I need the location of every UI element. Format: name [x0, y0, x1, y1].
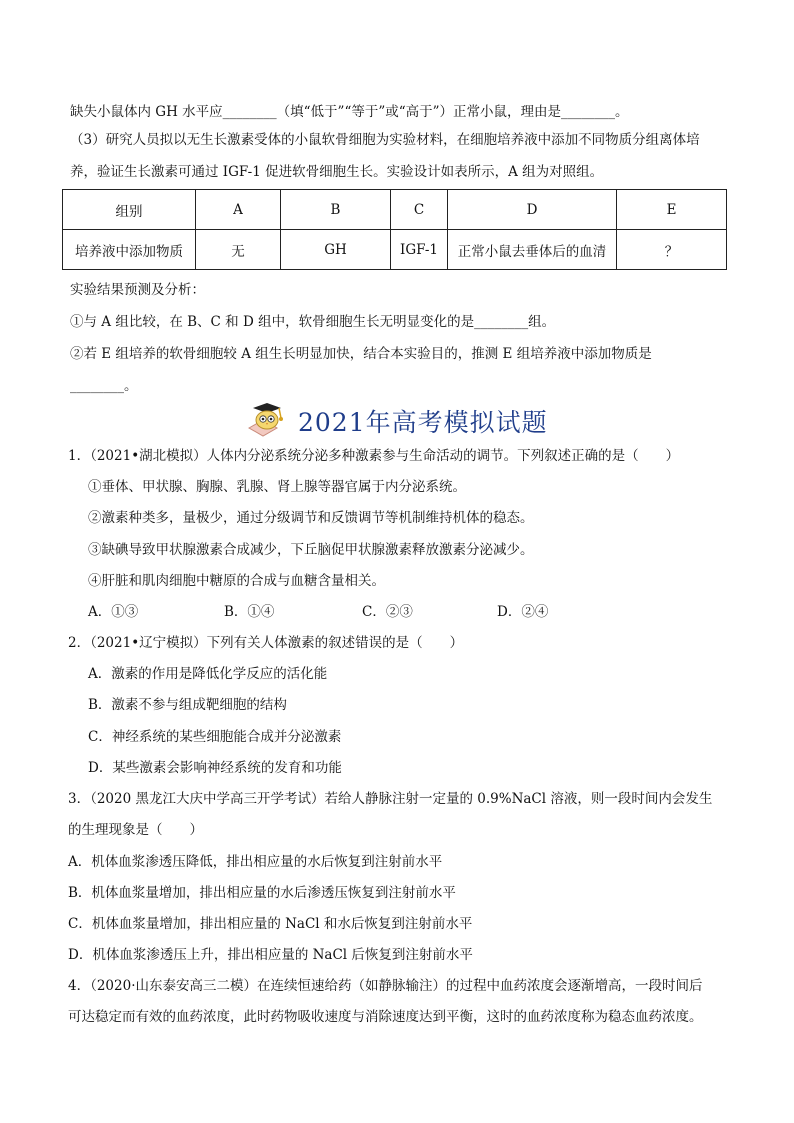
- table-row: [63, 230, 727, 270]
- text-line: ②若 E 组培养的软骨细胞较 A 组生长明显加快，结合本实验目的，推测 E 组培养液中添加物质是: [70, 346, 652, 362]
- table-cell: A: [196, 190, 281, 230]
- question-stem: 的生理现象是（ ）: [68, 822, 203, 838]
- table-cell: B: [281, 190, 391, 230]
- table-cell: 正常小鼠去垂体后的血清: [448, 230, 617, 270]
- answer-option: B．激素不参与组成靶细胞的结构: [88, 697, 287, 713]
- table-cell: 无: [196, 230, 281, 270]
- statement-item: ①垂体、甲状腺、胸腺、乳腺、肾上腺等器官属于内分泌系统。: [88, 479, 466, 495]
- table-cell: 培养液中添加物质: [63, 230, 196, 270]
- table-cell: GH: [281, 230, 391, 270]
- text-line: （3）研究人员拟以无生长激素受体的小鼠软骨细胞为实验材料，在细胞培养液中添加不同物质分组离体培: [70, 132, 700, 148]
- statement-item: ②激素种类多，量极少，通过分级调节和反馈调节等机制维持机体的稳态。: [88, 510, 534, 526]
- table-cell: E: [617, 190, 727, 230]
- text-line: 缺失小鼠体内 GH 水平应________（填“低于”“等于”或“高于”）正常小鼠，理由是________。: [70, 104, 629, 120]
- question-stem: 3．（2020 黑龙江大庆中学高三开学考试）若给人静脉注射一定量的 0.9%NaCl 溶液，则一段时间内会发生: [68, 791, 713, 807]
- answer-option: C．机体血浆量增加，排出相应量的 NaCl 和水后恢复到注射前水平: [68, 916, 473, 932]
- answer-option: A．机体血浆渗透压降低，排出相应量的水后恢复到注射前水平: [68, 854, 443, 870]
- statement-item: ④肝脏和肌肉细胞中糖原的合成与血糖含量相关。: [88, 573, 385, 589]
- owl-graduate-icon: [243, 398, 293, 442]
- text-line: ①与 A 组比较，在 B、C 和 D 组中，软骨细胞生长无明显变化的是________组。: [70, 314, 556, 330]
- answer-option: C．②③: [362, 604, 413, 620]
- text-line: 养，验证生长激素可通过 IGF-1 促进软骨细胞生长。实验设计如表所示，A 组为对照组。: [70, 164, 604, 180]
- section-banner: [243, 398, 553, 442]
- answer-option: A．激素的作用是降低化学反应的活化能: [88, 666, 328, 682]
- text-line: ________。: [70, 378, 138, 394]
- table-row: [63, 190, 727, 230]
- question-stem: 2．（2021•辽宁模拟）下列有关人体激素的叙述错误的是（ ）: [68, 635, 464, 651]
- question-stem: 可达稳定而有效的血药浓度，此时药物吸收速度与消除速度达到平衡，这时的血药浓度称为稳态血药浓度。: [68, 1009, 703, 1025]
- experiment-table: [62, 189, 727, 270]
- answer-option: B．①④: [224, 604, 275, 620]
- answer-option: C．神经系统的某些细胞能合成并分泌激素: [88, 729, 342, 745]
- answer-option: B．机体血浆量增加，排出相应量的水后渗透压恢复到注射前水平: [68, 885, 456, 901]
- table-cell: C: [391, 190, 448, 230]
- statement-item: ③缺碘导致甲状腺激素合成减少，下丘脑促甲状腺激素释放激素分泌减少。: [88, 542, 534, 558]
- table-cell: ？: [617, 230, 727, 270]
- question-stem: 4．（2020·山东泰安高三二模）在连续恒速给药（如静脉输注）的过程中血药浓度会逐渐增高，一段时间后: [68, 978, 703, 994]
- question-stem: 1．（2021•湖北模拟）人体内分泌系统分泌多种激素参与生命活动的调节。下列叙述正确的是（ ）: [68, 448, 680, 464]
- table-cell: D: [448, 190, 617, 230]
- answer-option: D．机体血浆渗透压上升，排出相应量的 NaCl 后恢复到注射前水平: [68, 947, 473, 963]
- table-cell: 组别: [63, 190, 196, 230]
- answer-option: D．②④: [497, 604, 549, 620]
- answer-option: D．某些激素会影响神经系统的发育和功能: [88, 760, 342, 776]
- answer-option: A．①③: [88, 604, 139, 620]
- table-cell: IGF-1: [391, 230, 448, 270]
- banner-title: 2021年高考模拟试题: [298, 408, 548, 437]
- text-line: 实验结果预测及分析：: [70, 282, 205, 298]
